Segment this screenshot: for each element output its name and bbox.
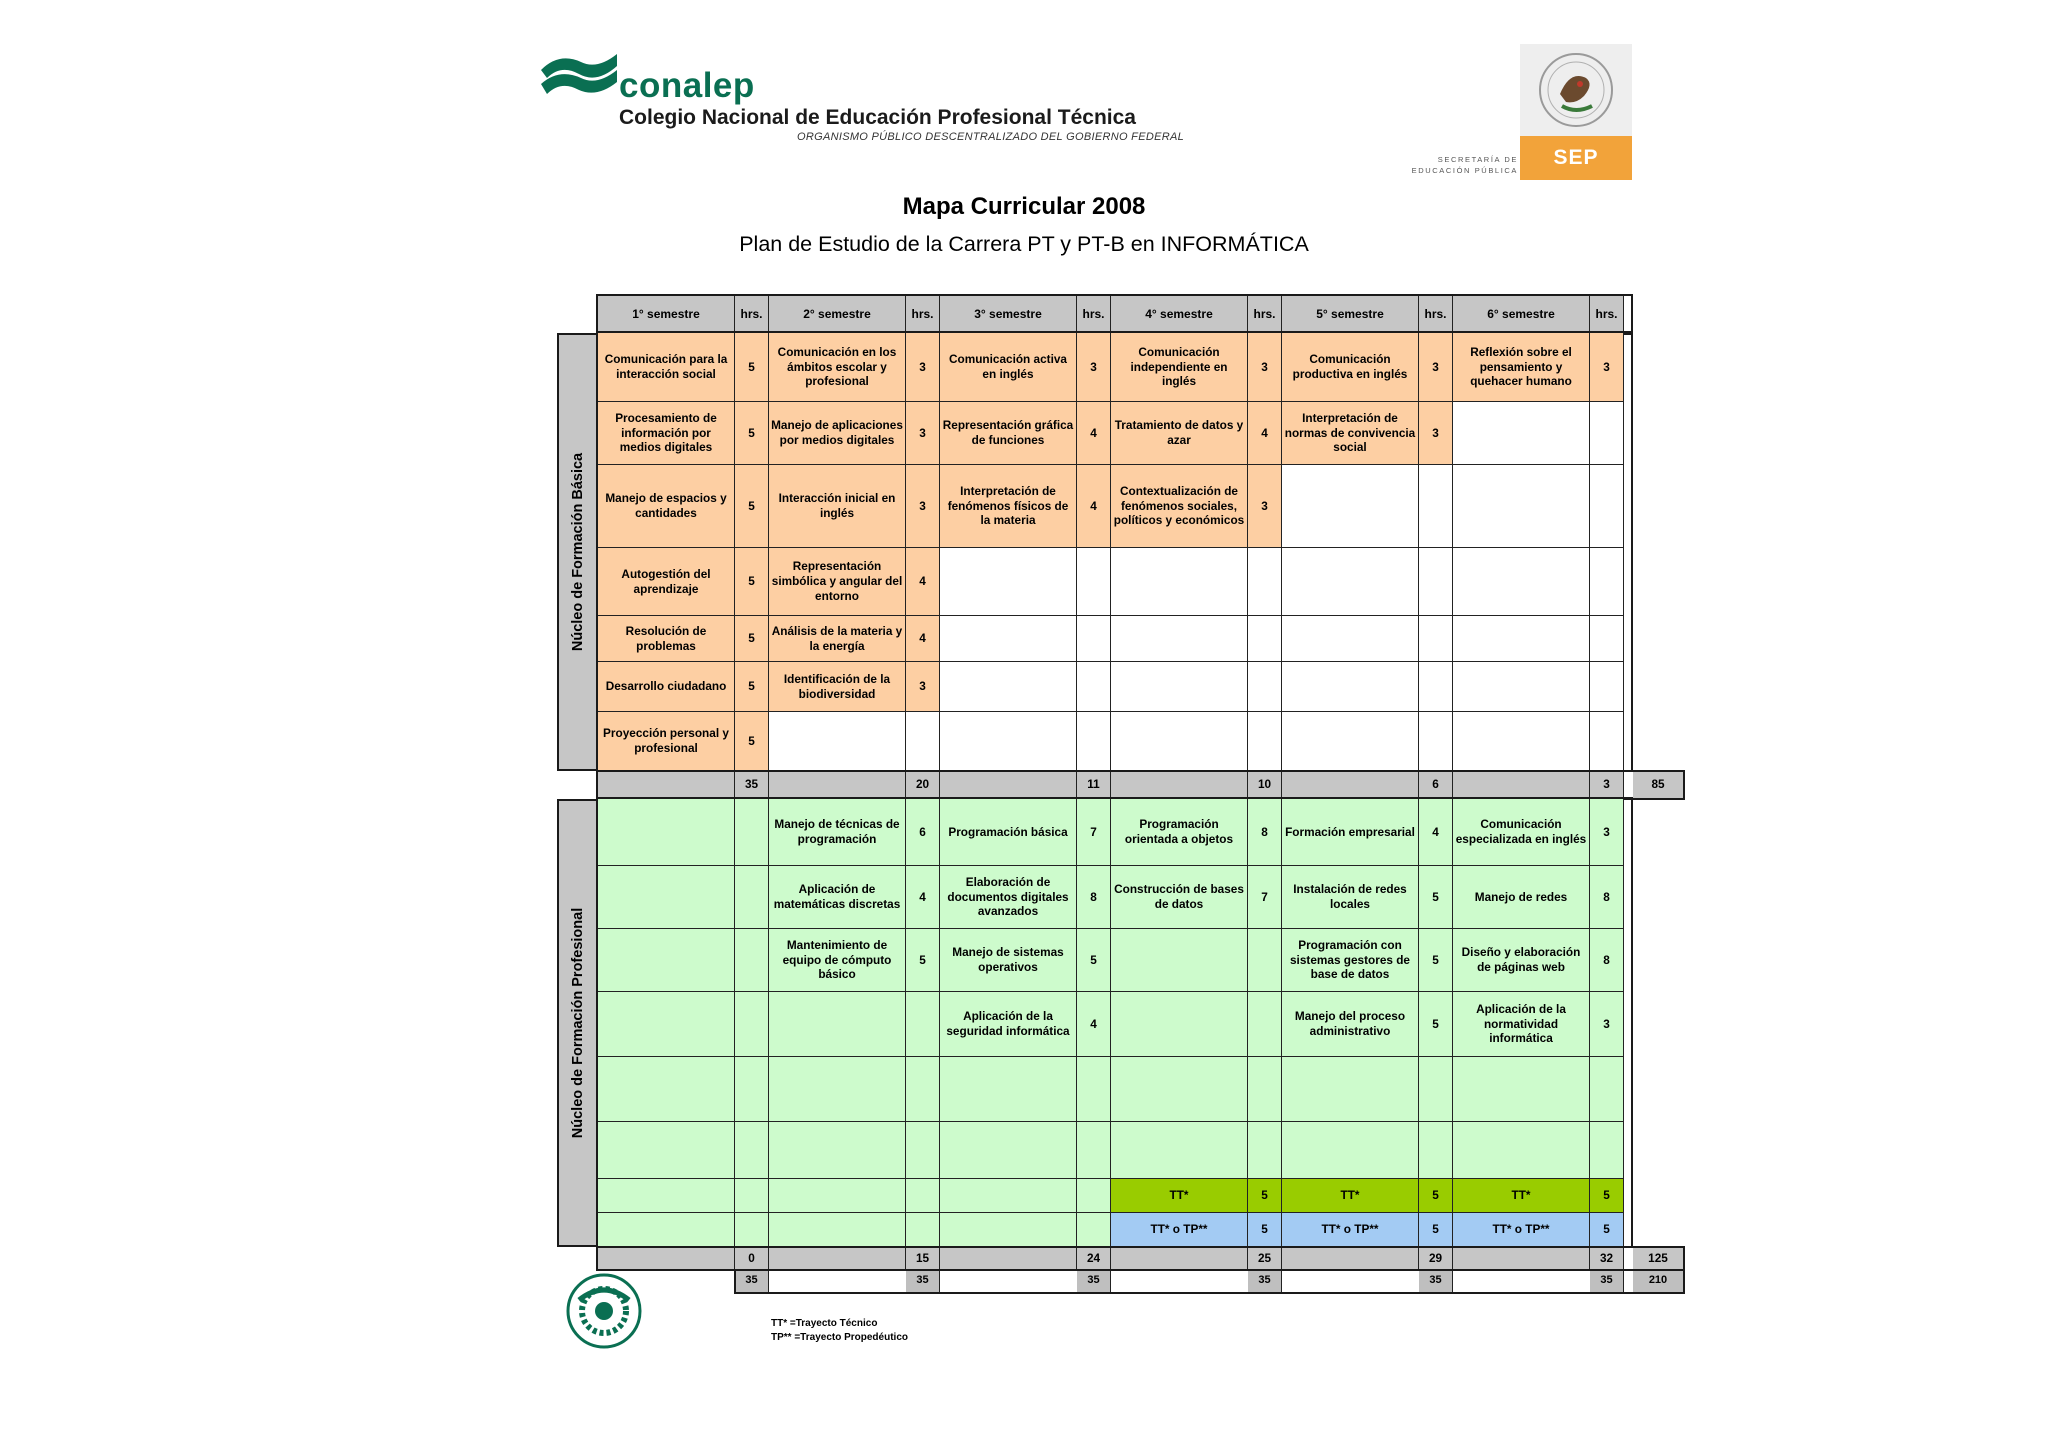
subject-cell: Diseño y elaboración de páginas web	[1453, 929, 1590, 992]
basic-core-label-text: Núcleo de Formación Básica	[569, 452, 586, 652]
subject-cell: Comunicación activa en inglés	[940, 333, 1077, 402]
empty-cell	[906, 1179, 940, 1213]
empty-cell	[1248, 1122, 1282, 1179]
empty-cell	[1453, 402, 1590, 465]
empty-cell	[1419, 662, 1453, 712]
basic-subtotal: 3	[1590, 771, 1624, 799]
empty-cell	[1419, 1122, 1453, 1179]
semester-total: 35	[1077, 1270, 1111, 1293]
empty-cell	[1248, 662, 1282, 712]
subject-cell: Programación orientada a objetos	[1111, 799, 1248, 866]
semester-header: 6° semestre	[1453, 296, 1590, 333]
subject-cell: Aplicación de la seguridad informática	[940, 992, 1077, 1057]
subject-cell: Procesamiento de información por medios digitales	[598, 402, 735, 465]
empty-cell	[1111, 712, 1248, 771]
subject-cell: Aplicación de matemáticas discretas	[769, 866, 906, 929]
subtotal-spacer	[940, 771, 1077, 799]
empty-cell	[940, 662, 1077, 712]
subject-cell: Análisis de la materia y la energía	[769, 616, 906, 662]
hours-cell: 3	[906, 662, 940, 712]
hours-header: hrs.	[735, 296, 769, 333]
empty-cell	[1419, 465, 1453, 548]
hours-cell: 4	[906, 548, 940, 616]
empty-cell	[598, 992, 735, 1057]
empty-cell	[1111, 1057, 1248, 1122]
subject-cell: TT*	[1453, 1179, 1590, 1213]
hours-header: hrs.	[1419, 296, 1453, 333]
hours-cell: 3	[1419, 402, 1453, 465]
sep-abbreviation: SEP	[1520, 136, 1632, 180]
empty-cell	[598, 1057, 735, 1122]
hours-cell: 5	[906, 929, 940, 992]
hours-cell: 5	[1590, 1213, 1624, 1247]
subject-cell: TT* o TP**	[1111, 1213, 1248, 1247]
empty-cell	[598, 1122, 735, 1179]
empty-cell	[1282, 465, 1419, 548]
empty-cell	[735, 1179, 769, 1213]
subject-cell: Resolución de problemas	[598, 616, 735, 662]
hours-cell: 5	[735, 548, 769, 616]
empty-cell	[769, 1213, 906, 1247]
empty-cell	[906, 992, 940, 1057]
hours-header: hrs.	[1077, 296, 1111, 333]
hours-cell: 5	[1419, 992, 1453, 1057]
empty-cell	[598, 799, 735, 866]
hours-cell: 3	[1419, 333, 1453, 402]
empty-cell	[735, 992, 769, 1057]
subject-cell: Formación empresarial	[1282, 799, 1419, 866]
hours-cell: 5	[1248, 1179, 1282, 1213]
empty-cell	[769, 992, 906, 1057]
empty-cell	[1590, 1057, 1624, 1122]
subject-cell: Representación gráfica de funciones	[940, 402, 1077, 465]
professional-subtotal: 29	[1419, 1247, 1453, 1270]
subtotal-spacer	[598, 1247, 735, 1270]
empty-cell	[598, 866, 735, 929]
semester-header: 1° semestre	[598, 296, 735, 333]
empty-cell	[1590, 402, 1624, 465]
empty-cell	[1590, 712, 1624, 771]
subject-cell: Comunicación especializada en inglés	[1453, 799, 1590, 866]
semester-header: 3° semestre	[940, 296, 1077, 333]
empty-cell	[1111, 1122, 1248, 1179]
empty-cell	[1419, 712, 1453, 771]
subject-cell: Instalación de redes locales	[1282, 866, 1419, 929]
subtotal-spacer	[1282, 771, 1419, 799]
empty-cell	[1590, 548, 1624, 616]
hours-cell: 5	[735, 333, 769, 402]
hours-header: hrs.	[1590, 296, 1624, 333]
professional-subtotal: 24	[1077, 1247, 1111, 1270]
empty-cell	[1111, 616, 1248, 662]
semester-header: 5° semestre	[1282, 296, 1419, 333]
empty-cell	[1590, 616, 1624, 662]
empty-cell	[906, 1122, 940, 1179]
hours-cell: 3	[906, 333, 940, 402]
subject-cell: Construcción de bases de datos	[1111, 866, 1248, 929]
empty-cell	[1590, 465, 1624, 548]
empty-cell	[769, 1122, 906, 1179]
hours-cell: 3	[906, 402, 940, 465]
empty-cell	[735, 866, 769, 929]
subject-cell: Reflexión sobre el pensamiento y quehacer humano	[1453, 333, 1590, 402]
empty-cell	[906, 1057, 940, 1122]
hours-cell: 3	[1248, 465, 1282, 548]
hours-cell: 5	[1419, 929, 1453, 992]
empty-cell	[598, 1213, 735, 1247]
subject-cell: TT* o TP**	[1282, 1213, 1419, 1247]
empty-cell	[735, 929, 769, 992]
empty-cell	[1248, 548, 1282, 616]
subject-cell: Aplicación de la normatividad informática	[1453, 992, 1590, 1057]
brand-name: conalep	[619, 66, 755, 105]
grand-total: 210	[1633, 1270, 1684, 1293]
empty-cell	[1282, 548, 1419, 616]
hours-cell: 3	[1248, 333, 1282, 402]
total-row-frame	[734, 1269, 1685, 1294]
empty-cell	[940, 548, 1077, 616]
hours-cell: 5	[1590, 1179, 1624, 1213]
legend-tp: TP** =Trayecto Propedéutico	[771, 1332, 908, 1343]
hours-cell: 5	[735, 616, 769, 662]
empty-cell	[1111, 548, 1248, 616]
sep-caption-line2: EDUCACIÓN PÚBLICA	[1411, 166, 1518, 175]
empty-cell	[598, 929, 735, 992]
subject-cell: Manejo de redes	[1453, 866, 1590, 929]
empty-cell	[906, 1213, 940, 1247]
empty-cell	[1248, 616, 1282, 662]
subject-cell: Identificación de la biodiversidad	[769, 662, 906, 712]
basic-total: 85	[1633, 771, 1684, 799]
hours-header: hrs.	[1248, 296, 1282, 333]
conalep-logo	[537, 48, 1185, 148]
empty-cell	[1282, 1122, 1419, 1179]
subject-cell: Contextualización de fenómenos sociales, políticos y económicos	[1111, 465, 1248, 548]
subject-cell: Manejo de técnicas de programación	[769, 799, 906, 866]
subtotal-spacer	[769, 1247, 906, 1270]
subject-cell: Elaboración de documentos digitales avanzados	[940, 866, 1077, 929]
hours-cell: 5	[735, 402, 769, 465]
empty-cell	[1248, 712, 1282, 771]
legend-tt: TT* =Trayecto Técnico	[771, 1318, 878, 1329]
empty-cell	[769, 1179, 906, 1213]
professional-total: 125	[1633, 1247, 1684, 1270]
hours-cell: 5	[1419, 866, 1453, 929]
subject-cell: TT* o TP**	[1453, 1213, 1590, 1247]
hours-cell: 5	[1419, 1179, 1453, 1213]
hours-cell: 5	[1419, 1213, 1453, 1247]
empty-cell	[1111, 992, 1248, 1057]
empty-cell	[1248, 1057, 1282, 1122]
hours-cell: 3	[906, 465, 940, 548]
empty-cell	[735, 1122, 769, 1179]
empty-cell	[1077, 662, 1111, 712]
subject-cell: Programación con sistemas gestores de base de datos	[1282, 929, 1419, 992]
empty-cell	[735, 1213, 769, 1247]
hours-cell: 4	[1248, 402, 1282, 465]
empty-cell	[940, 1213, 1077, 1247]
empty-cell	[1077, 1057, 1111, 1122]
empty-cell	[1077, 1122, 1111, 1179]
subject-cell: Interpretación de normas de convivencia social	[1282, 402, 1419, 465]
subject-cell: Interacción inicial en inglés	[769, 465, 906, 548]
empty-cell	[940, 712, 1077, 771]
empty-cell	[1248, 992, 1282, 1057]
empty-cell	[1590, 662, 1624, 712]
hours-cell: 8	[1077, 866, 1111, 929]
empty-cell	[1419, 616, 1453, 662]
subject-cell: Comunicación independiente en inglés	[1111, 333, 1248, 402]
subject-cell: Proyección personal y profesional	[598, 712, 735, 771]
empty-cell	[1453, 548, 1590, 616]
empty-cell	[1453, 465, 1590, 548]
subject-cell: Desarrollo ciudadano	[598, 662, 735, 712]
hours-cell: 3	[1590, 799, 1624, 866]
subject-cell: Mantenimiento de equipo de cómputo básico	[769, 929, 906, 992]
legend	[771, 1317, 908, 1345]
hours-cell: 4	[1077, 402, 1111, 465]
empty-cell	[1590, 1122, 1624, 1179]
empty-cell	[735, 799, 769, 866]
empty-cell	[1282, 1057, 1419, 1122]
subject-cell: Autogestión del aprendizaje	[598, 548, 735, 616]
institution-note: ORGANISMO PÚBLICO DESCENTRALIZADO DEL GOBIERNO FEDERAL	[797, 131, 1185, 143]
subject-cell: Representación simbólica y angular del entorno	[769, 548, 906, 616]
subtotal-spacer	[940, 1247, 1077, 1270]
hours-cell: 7	[1248, 866, 1282, 929]
empty-cell	[1282, 616, 1419, 662]
empty-cell	[1453, 662, 1590, 712]
sep-caption-line1: SECRETARÍA DE	[1437, 155, 1518, 164]
semester-total: 35	[1419, 1270, 1453, 1293]
hours-cell: 8	[1248, 799, 1282, 866]
hours-cell: 4	[1077, 992, 1111, 1057]
page-subtitle: Plan de Estudio de la Carrera PT y PT-B en INFORMÁTICA	[739, 232, 1309, 256]
empty-cell	[769, 1057, 906, 1122]
empty-cell	[940, 616, 1077, 662]
hours-cell: 6	[906, 799, 940, 866]
subtotal-spacer	[769, 771, 906, 799]
empty-cell	[940, 1179, 1077, 1213]
subtotal-spacer	[598, 771, 735, 799]
empty-cell	[1453, 712, 1590, 771]
semester-total: 35	[906, 1270, 940, 1293]
subject-cell: Manejo del proceso administrativo	[1282, 992, 1419, 1057]
hours-cell: 4	[906, 866, 940, 929]
subject-cell: Manejo de sistemas operativos	[940, 929, 1077, 992]
conalep-emblem-icon	[537, 48, 621, 100]
semester-total: 35	[1248, 1270, 1282, 1293]
empty-cell	[906, 712, 940, 771]
subject-cell: Comunicación para la interacción social	[598, 333, 735, 402]
semester-total: 35	[735, 1270, 769, 1293]
subject-cell: TT*	[1111, 1179, 1248, 1213]
empty-cell	[1419, 548, 1453, 616]
empty-cell	[735, 1057, 769, 1122]
empty-cell	[598, 1179, 735, 1213]
basic-subtotal: 35	[735, 771, 769, 799]
basic-subtotal: 11	[1077, 771, 1111, 799]
empty-cell	[1282, 662, 1419, 712]
empty-cell	[1282, 712, 1419, 771]
empty-cell	[1077, 1213, 1111, 1247]
empty-cell	[940, 1122, 1077, 1179]
hours-cell: 5	[735, 712, 769, 771]
basic-subtotal: 10	[1248, 771, 1282, 799]
empty-cell	[769, 712, 906, 771]
subtotal-spacer	[1282, 1247, 1419, 1270]
hours-cell: 8	[1590, 929, 1624, 992]
hours-cell: 4	[1419, 799, 1453, 866]
sep-logo	[1395, 44, 1635, 180]
empty-cell	[1077, 616, 1111, 662]
subtotal-spacer	[1111, 771, 1248, 799]
subject-cell: Manejo de espacios y cantidades	[598, 465, 735, 548]
subject-cell: Programación básica	[940, 799, 1077, 866]
professional-subtotal: 0	[735, 1247, 769, 1270]
professional-core-label	[557, 799, 598, 1247]
empty-cell	[1111, 662, 1248, 712]
empty-cell	[1453, 1057, 1590, 1122]
empty-cell	[1453, 616, 1590, 662]
hours-header: hrs.	[906, 296, 940, 333]
hours-cell: 3	[1077, 333, 1111, 402]
hours-cell: 7	[1077, 799, 1111, 866]
sep-caption	[1395, 154, 1518, 176]
professional-subtotal: 15	[906, 1247, 940, 1270]
subtotal-spacer	[1453, 1247, 1590, 1270]
subject-cell: Interpretación de fenómenos físicos de la materia	[940, 465, 1077, 548]
empty-cell	[1453, 1122, 1590, 1179]
professional-core-label-text: Núcleo de Formación Profesional	[569, 907, 586, 1139]
empty-cell	[1077, 548, 1111, 616]
empty-cell	[1248, 929, 1282, 992]
subject-cell: Comunicación productiva en inglés	[1282, 333, 1419, 402]
empty-cell	[1419, 1057, 1453, 1122]
empty-cell	[940, 1057, 1077, 1122]
subject-cell: Tratamiento de datos y azar	[1111, 402, 1248, 465]
hours-cell: 5	[735, 465, 769, 548]
basic-subtotal: 6	[1419, 771, 1453, 799]
empty-cell	[1077, 1179, 1111, 1213]
subtotal-spacer	[1453, 771, 1590, 799]
subtotal-spacer	[1111, 1247, 1248, 1270]
conalep-seal-icon	[563, 1270, 645, 1352]
mexican-seal-icon	[1520, 44, 1632, 136]
subject-cell: Comunicación en los ámbitos escolar y profesional	[769, 333, 906, 402]
subject-cell: Manejo de aplicaciones por medios digitales	[769, 402, 906, 465]
semester-header: 2° semestre	[769, 296, 906, 333]
page-title: Mapa Curricular 2008	[902, 193, 1146, 220]
semester-total: 35	[1590, 1270, 1624, 1293]
hours-cell: 8	[1590, 866, 1624, 929]
professional-subtotal: 32	[1590, 1247, 1624, 1270]
hours-cell: 4	[906, 616, 940, 662]
hours-cell: 3	[1590, 992, 1624, 1057]
hours-cell: 5	[1248, 1213, 1282, 1247]
subject-cell: TT*	[1282, 1179, 1419, 1213]
professional-subtotal: 25	[1248, 1247, 1282, 1270]
basic-subtotal: 20	[906, 771, 940, 799]
hours-cell: 5	[1077, 929, 1111, 992]
institution-name: Colegio Nacional de Educación Profesional Técnica	[619, 106, 1136, 129]
semester-header: 4° semestre	[1111, 296, 1248, 333]
hours-cell: 3	[1590, 333, 1624, 402]
basic-core-label	[557, 333, 598, 771]
hours-cell: 4	[1077, 465, 1111, 548]
empty-cell	[1077, 712, 1111, 771]
empty-cell	[1111, 929, 1248, 992]
hours-cell: 5	[735, 662, 769, 712]
